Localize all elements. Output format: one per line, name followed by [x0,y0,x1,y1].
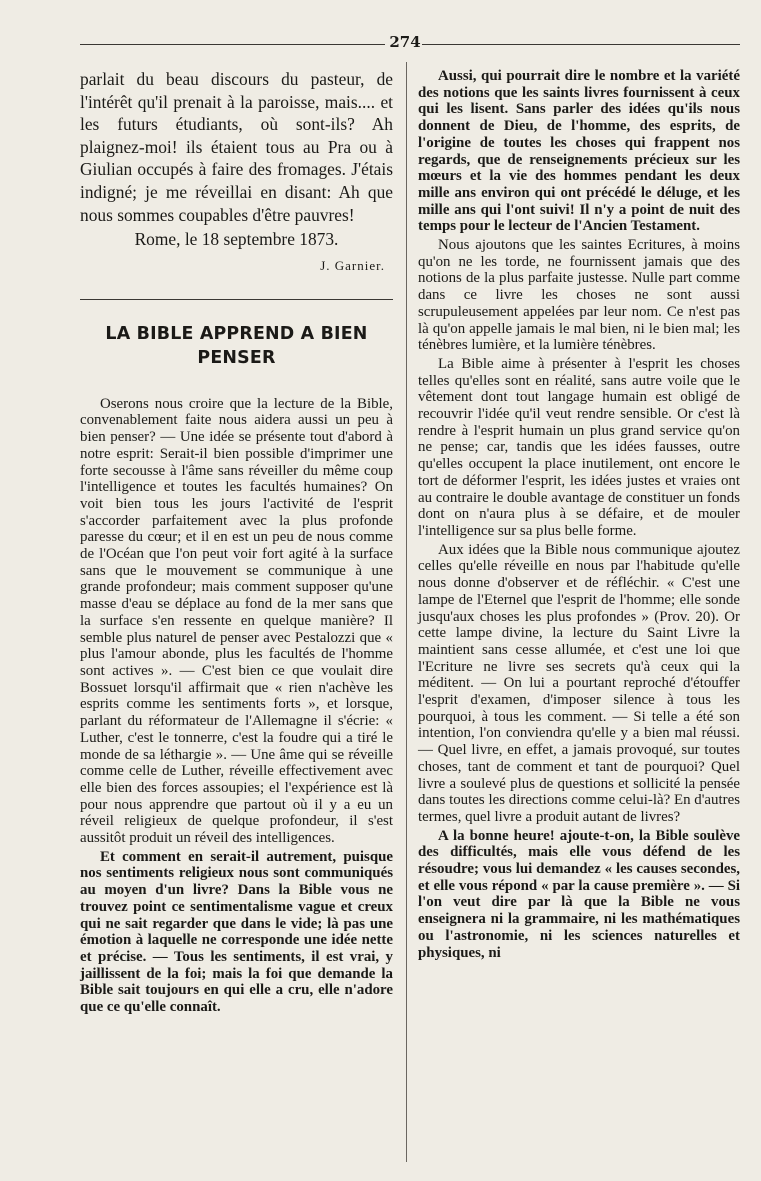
section-title: LA BIBLE APPREND A BIEN PENSER [105,323,368,368]
article-paragraph: La Bible aime à présenter à l'esprit les choses telles qu'elles sont en réalité, sans autre voile que le vêtement dont tout langage humain est obligé de recouvrir l'idée qu'il veut rendre sensible. Or c'est là rendre à l'esprit humain un plus grand service qu'on ne pense; car, tandis que les idées fausses, outre qu'elles occupent la place inutilement, ont encore le tort de déformer l'esprit, les idées justes et vraies ont au contraire le double avantage de constituer un fonds dont on n'aura plus à se défaire, et de mouler l'intelligence sur sa plus belle forme. [418,355,740,539]
signature: J. Garnier. [320,257,385,273]
header-rule-right [422,44,740,45]
page-number: 274 [389,33,421,51]
article-paragraph: Aussi, qui pourrait dire le nombre et la variété des notions que les saints livres fournissent à ceux qui les lisent. Sans parler des idées qu'ils nous donnent de Dieu, de l'homme, des esprits, de l'origine de toutes les choses qui frappent nos regards, que de renseignements précieux sur les mœurs et la vie des hommes pendant les deux mille ans environ qui ont précédé le déluge, et les mille ans qui l'ont suivi! Il n'y a point de nuit des temps pour le lecteur de l'Ancien Testament. [418,68,740,235]
column-divider [406,62,407,1162]
letter-closing-text: parlait du beau discours du pasteur, de l'intérêt qu'il prenait à la paroisse, mais.... et les futurs étudiants, où sont-ils? Ah plaignez-moi! ils étaient tous au Pra ou à Giulian occupés à faire des fromages. J'étais indigné; je me réveillai en disant: Ah que nous sommes coupables d'être pauvres! [80,69,393,225]
article-paragraph: Oserons nous croire que la lecture de la Bible, convenablement faite nous aidera aussi un peu à bien penser? — Une idée se présente tout d'abord à notre esprit: Serait-il bien possible d'imprimer une forte secousse à l'âme sans réveiller du même coup l'intelligence et toutes les facultés humaines? On voit bien tous les jours l'activité de l'esprit s'accorder parfaitement avec la plus profonde paresse du cœur; et il en est un peu de nous comme de l'Océan que l'on peut voir fort agité à la surface sans que le mouvement se communique à une grande profondeur; mais comment supposer qu'une masse d'eau se déplace au fond de la mer sans que la surface s'en ressente en quelque manière? Il semble plus naturel de penser avec Pestalozzi que « plus l'amour abonde, plus les facultés de l'homme sont actives ». — C'est bien ce que voulait dire Bossuet lorsqu'il affirmait que « rien n'achève les esprits comme les sentiments forts », et lorsque, parlant du réformateur de l'Allemagne il s'écrie: « Luther, c'est le tonnerre, c'est la foudre qui a tiré le monde de sa léthargie ». — Une âme qui se réveille comme celle de Luther, réveille effectivement avec elle bien des forces assoupies; el l'expérience est là pour nous apprendre que partout où il y a eu un réveil religieux de quelque profondeur, il s'est aussitôt produit un réveil des intelligences. [80,395,393,847]
article-paragraph: A la bonne heure! ajoute-t-on, la Bible soulève des difficultés, mais elle vous défend de les résoudre; vous lui demandez « les causes secondes, et elle vous répond « par la cause première ». — Si l'on veut dire par là que la Bible ne vous enseignera ni la grammaire, ni les mathématiques ou l'astronomie, ni les sciences naturelles et physiques, ni [418,827,740,961]
article-paragraph: Et comment en serait-il autrement, puisque nos sentiments religieux nous sont communiqués au moyen d'un livre? Dans la Bible vous ne trouvez point ce sentimentalisme vague et creux qui ne sait regarder que dans le vide; là pas une émotion à laquelle ne corresponde une idée nette et précise. — Tous les sentiments, il est vrai, y jaillissent de la foi; mais la foi que demande la Bible sait toujours en qui elle a cru, elle n'adore que ce qu'elle connaît. [80,848,393,1016]
left-column [80,68,393,1016]
section-divider [80,299,393,300]
article-paragraph: Aux idées que la Bible nous communique ajoutez celles qu'elle réveille en nous par l'habitude qu'elle nous donne d'observer et de réfléchir. « C'est une lampe de l'Eternel que l'esprit de l'homme; elle sonde jusqu'aux choses les plus profondes » (Prov. 20). Or cette lampe divine, la lecture du Saint Livre la maintient sans cesse allumée, et c'est une loi que l'Ecriture ne livre ses secrets qu'à ceux qui la méditent. — On lui a pourtant reproché d'étouffer l'esprit d'examen, d'imposer silence à tous les pourquoi, à tous les comment. — Si telle a été son intention, l'on conviendra qu'elle y a bien mal réussi. — Quel livre, en effet, a jamais provoqué, sur toutes choses, tant de comment et tant de pourquoi? Quel livre a soulevé plus de questions et sollicité la pensée dans toutes les directions comme celui-là? En d'autres termes, quel livre a produit autant de livres? [418,541,740,825]
right-column [418,68,740,961]
article-paragraph: Nous ajoutons que les saintes Ecritures, à moins qu'on ne les torde, ne fournissent jamais que des notions de la plus parfaite justesse. Nulle part comme dans ce livre les choses ne sont aussi scrupuleusement appelées par leur nom. Ce n'est pas là qu'on appelle jamais le mal bien, ni le bien mal; les ténèbres lumière, et la lumière ténèbres. [418,237,740,354]
place-date: Rome, le 18 septembre 1873. [134,229,339,250]
header-rule-left [80,44,385,45]
